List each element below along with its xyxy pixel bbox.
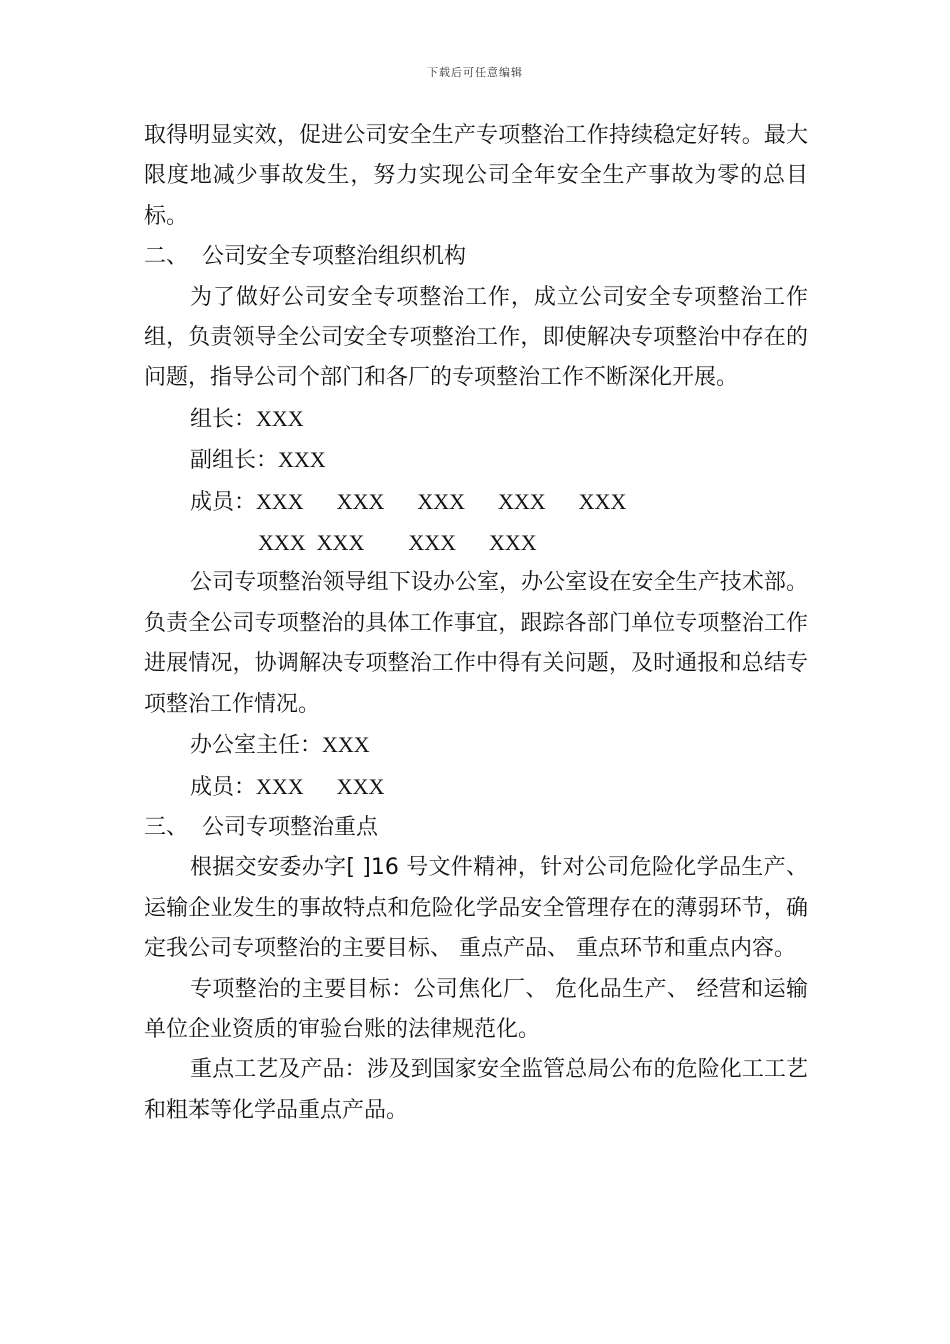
office-head-name: XXX (322, 732, 370, 758)
office-members-names: XXX XXX (256, 773, 385, 799)
leader-line (144, 399, 808, 440)
team-list (144, 399, 808, 564)
deputy-line (144, 440, 808, 481)
members-names-2: XXX XXX XXX XXX (258, 530, 537, 556)
section-heading-3: 三、 公司专项整治重点 (144, 814, 378, 840)
section-heading-2: 二、 公司安全专项整治组织机构 (144, 244, 466, 270)
office-members-label: 成员： (190, 774, 257, 800)
header-note: 下载后可任意编辑 (427, 66, 523, 79)
members-line (144, 482, 808, 523)
office-list (144, 725, 808, 808)
paragraph-basis: 根据交安委办字[ ]16 号文件精神，针对公司危险化学品生产、 运输企业发生的事故特点和危险化学品安全管理存在的薄弱环节，确定我公司专项整治的主要目标、 重点产品、 重点环节和重点内容。 (144, 855, 808, 962)
paragraph-goal: 取得明显实效，促进公司安全生产专项整治工作持续稳定好转。最大限度地减少事故发生，努力实现公司全年安全生产事故为零的总目标。 (144, 123, 808, 229)
document-body (144, 116, 808, 1131)
office-members-line (144, 767, 808, 808)
members-names-1: XXX XXX XXX XXX XXX (256, 488, 627, 514)
office-head-line (144, 725, 808, 766)
paragraph-organization: 为了做好公司安全专项整治工作，成立公司安全专项整治工作组，负责领导全公司安全专项整治工作，即使解决专项整治中存在的问题，指导公司个部门和各厂的专项整治工作不断深化开展。 (144, 284, 808, 391)
office-head-label: 办公室主任： (190, 733, 323, 759)
leader-name: XXX (256, 405, 304, 431)
deputy-label: 副组长： (190, 448, 279, 474)
paragraph-office: 公司专项整治领导组下设办公室，办公室设在安全生产技术部。负责全公司专项整治的具体工作事宜，跟踪各部门单位专项整治工作进展情况，协调解决专项整治工作中得有关问题，及时通报和总结专项整治工作情况。 (144, 570, 808, 717)
paragraph-key-process: 重点工艺及产品：涉及到国家安全监管总局公布的危险化工工艺和粗苯等化学品重点产品。 (144, 1057, 808, 1123)
members-label: 成员： (190, 489, 257, 515)
leader-label: 组长： (190, 406, 257, 432)
paragraph-main-goal: 专项整治的主要目标：公司焦化厂、 危化品生产、 经营和运输单位企业资质的审验台账的法律规范化。 (144, 976, 808, 1042)
deputy-name: XXX (278, 447, 326, 473)
